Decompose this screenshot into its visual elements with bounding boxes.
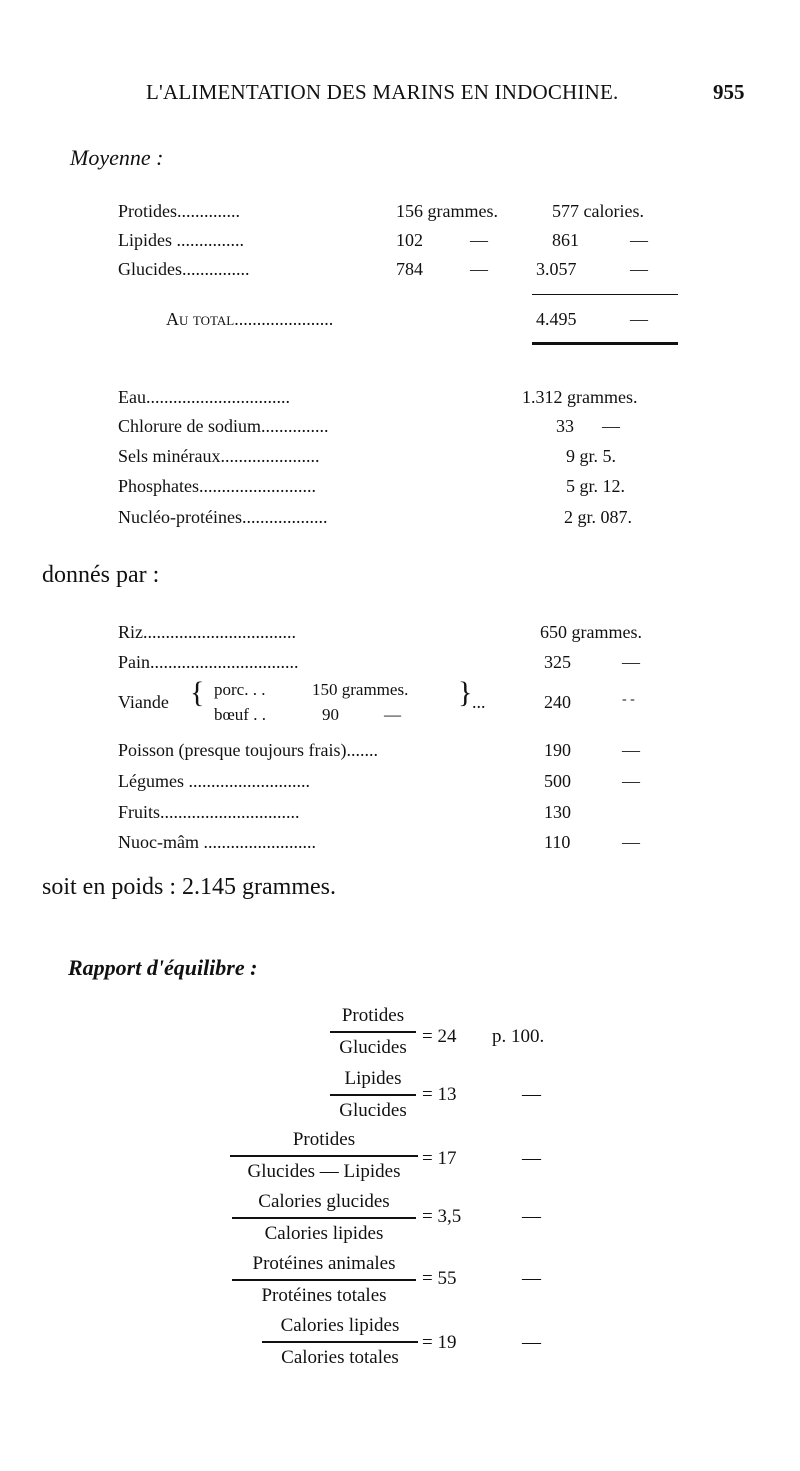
food-value: 130 [544, 802, 571, 822]
ratio-numerator: Protéines animales [252, 1253, 396, 1274]
mineral-value: 33 [556, 416, 574, 436]
moyenne-heading: Moyenne : [70, 145, 164, 170]
fraction-bar [232, 1217, 416, 1219]
nutrient-label: Glucides............... [118, 259, 250, 279]
ratio-numerator: Calories lipides [280, 1315, 400, 1336]
ratio-numerator: Protides [341, 1005, 405, 1026]
nutrient-row [118, 256, 678, 282]
ratio-fraction [330, 1066, 416, 1124]
mineral-value: 2 gr. 087. [564, 507, 633, 527]
food-row [118, 799, 678, 825]
ditto-dash: — [622, 771, 640, 791]
ditto-dash: — [602, 416, 620, 436]
total-double-rule [532, 342, 678, 345]
viande-sub-porc: porc. . . [214, 680, 266, 699]
ditto-dash: — [622, 740, 640, 760]
mineral-row [118, 473, 678, 499]
food-value: 650 grammes. [540, 622, 642, 642]
viande-value: 240 [544, 692, 571, 712]
ditto-dash: — [622, 832, 640, 852]
fraction-bar [262, 1341, 418, 1343]
fraction-bar [232, 1279, 416, 1281]
nutrient-calories: 861 [552, 230, 579, 250]
page-number: 955 [713, 80, 745, 104]
fraction-bar [330, 1094, 416, 1096]
total-value: 4.495 [536, 309, 577, 329]
food-label: Fruits............................... [118, 802, 300, 822]
ratio-value: = 17 [422, 1148, 457, 1169]
nutrient-label: Lipides ............... [118, 230, 244, 250]
mineral-row [118, 443, 678, 469]
fraction-bar [330, 1031, 416, 1033]
ratio-unit: — [522, 1268, 541, 1289]
ratio-fraction [330, 1003, 416, 1061]
food-label: Poisson (presque toujours frais)....... [118, 740, 378, 760]
nutrient-calories: 3.057 [536, 259, 577, 279]
ratio-numerator: Lipides [344, 1068, 402, 1089]
sum-rule [532, 294, 678, 295]
viande-sub-boeuf-qty: 90 [322, 705, 339, 724]
ratio-denominator: Calories totales [281, 1346, 399, 1368]
mineral-label: Eau................................ [118, 387, 290, 407]
nutrient-row [118, 227, 678, 253]
ratio-denominator: Calories lipides [264, 1222, 384, 1244]
mineral-label: Chlorure de sodium............... [118, 416, 329, 436]
ratio-numerator: Calories glucides [258, 1191, 390, 1212]
rapport-heading: Rapport d'équilibre : [68, 955, 258, 980]
nutrient-row [118, 198, 678, 224]
food-row [118, 649, 678, 675]
food-label: Nuoc-mâm ......................... [118, 832, 316, 852]
ratio-numerator: Protides [292, 1129, 356, 1150]
food-value: 190 [544, 740, 571, 760]
mineral-value: 1.312 grammes. [522, 387, 638, 407]
food-label: Riz.................................. [118, 622, 296, 642]
ratio-unit: p. 100. [492, 1026, 545, 1047]
ratio-fraction [230, 1127, 418, 1185]
mineral-row [118, 504, 678, 530]
total-row [166, 306, 686, 332]
ditto-dash: — [470, 259, 488, 279]
food-value: 110 [544, 832, 571, 852]
total-weight-line: soit en poids : 2.145 grammes. [42, 874, 336, 900]
ditto-dash: - - [622, 692, 635, 707]
ditto-dash: — [630, 259, 648, 279]
food-row [118, 619, 678, 645]
donnes-heading: donnés par : [42, 562, 160, 588]
ratio-fraction [262, 1313, 418, 1371]
ratio-unit: — [522, 1206, 541, 1227]
ratio-value: = 3,5 [422, 1206, 462, 1227]
nutrient-calories: 577 calories. [552, 201, 644, 221]
viande-dots: ... [472, 692, 486, 712]
ratio-value: = 19 [422, 1332, 457, 1353]
ditto-dash: — [630, 309, 648, 329]
mineral-value: 9 gr. 5. [566, 446, 617, 466]
ratio-denominator: Glucides — Lipides [247, 1160, 401, 1182]
ratio-denominator: Protéines totales [261, 1284, 387, 1306]
ratio-unit: — [522, 1084, 541, 1105]
food-label: Légumes ........................... [118, 771, 310, 791]
mineral-label: Sels minéraux...................... [118, 446, 320, 466]
mineral-row [118, 384, 678, 410]
food-label: Pain................................. [118, 652, 299, 672]
food-row [118, 829, 678, 855]
ratio-fraction [232, 1251, 416, 1309]
ditto-dash: — [384, 705, 401, 724]
ratio-value: = 24 [422, 1026, 457, 1047]
food-value: 500 [544, 771, 571, 791]
viande-sub-boeuf: bœuf . . [214, 705, 266, 724]
ratio-denominator: Glucides [339, 1099, 407, 1121]
ratio-value: = 13 [422, 1084, 457, 1105]
ditto-dash: — [622, 652, 640, 672]
ratio-unit: — [522, 1332, 541, 1353]
right-brace: } [458, 676, 473, 709]
mineral-row [118, 413, 678, 439]
nutrient-grams: 156 grammes. [396, 201, 498, 221]
left-brace: { [190, 676, 205, 709]
mineral-value: 5 gr. 12. [566, 476, 626, 496]
nutrient-grams: 784 [396, 259, 423, 279]
ditto-dash: — [470, 230, 488, 250]
viande-label: Viande [118, 692, 169, 712]
food-value: 325 [544, 652, 571, 672]
nutrient-grams: 102 [396, 230, 423, 250]
viande-sub-porc-qty: 150 grammes. [312, 680, 409, 699]
ratio-unit: — [522, 1148, 541, 1169]
total-label: Au total...................... [166, 309, 334, 329]
mineral-label: Phosphates.......................... [118, 476, 316, 496]
food-row [118, 737, 678, 763]
running-header: L'ALIMENTATION DES MARINS EN INDOCHINE. [146, 80, 619, 104]
fraction-bar [230, 1155, 418, 1157]
food-row [118, 768, 678, 794]
mineral-label: Nucléo-protéines................... [118, 507, 328, 527]
ditto-dash: — [630, 230, 648, 250]
ratio-value: = 55 [422, 1268, 457, 1289]
ratio-denominator: Glucides [339, 1036, 407, 1058]
ratio-fraction [232, 1189, 416, 1247]
nutrient-label: Protides.............. [118, 201, 241, 221]
